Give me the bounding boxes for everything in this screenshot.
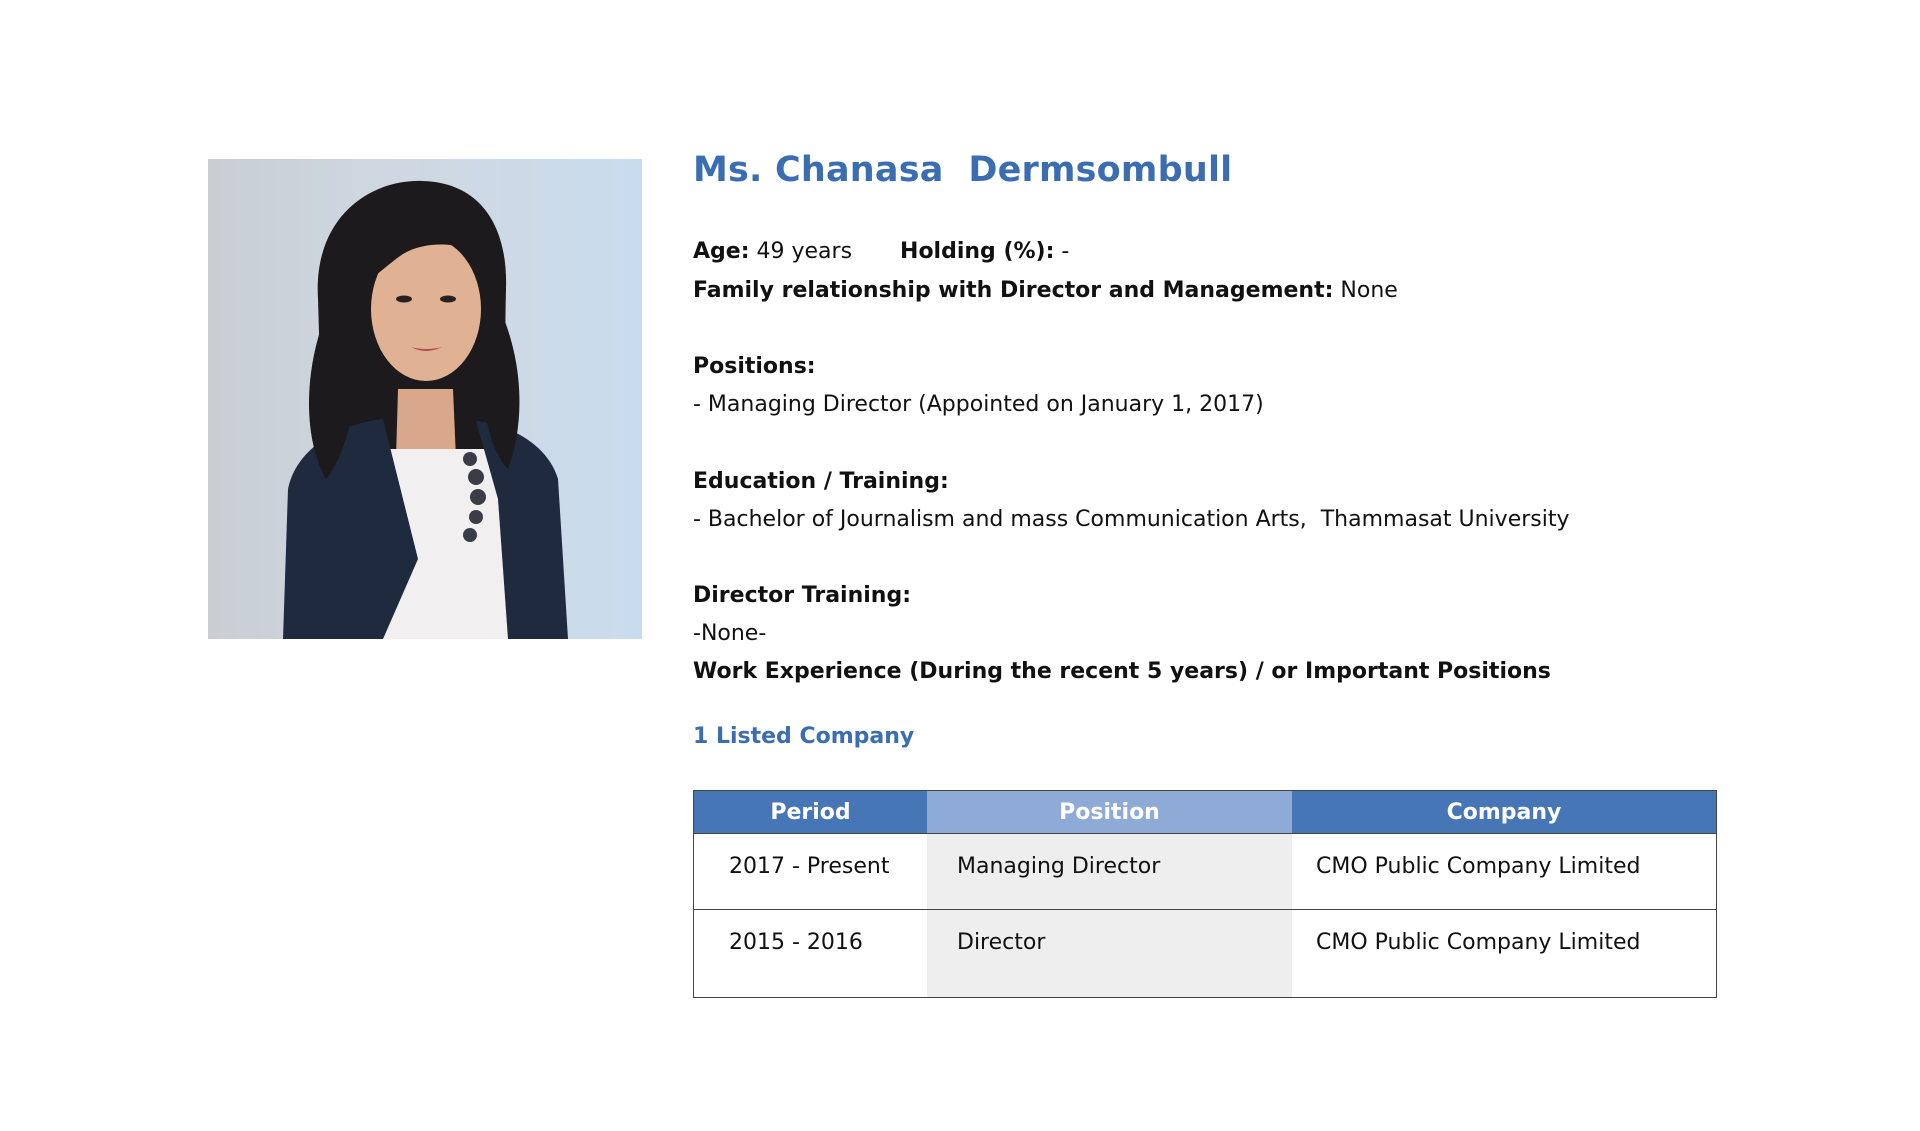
family-relationship-line: [693, 276, 1398, 306]
cell-period: 2015 - 2016: [729, 930, 863, 955]
cell-company: CMO Public Company Limited: [1292, 834, 1717, 910]
education-heading: Education / Training:: [693, 469, 949, 494]
holding-value: -: [1061, 239, 1070, 264]
positions-heading: Positions:: [693, 354, 816, 379]
holding-label: Holding (%):: [900, 239, 1055, 264]
cell-position: Managing Director: [927, 834, 1292, 910]
cell-period: 2017 - Present: [694, 834, 928, 910]
cell-company: CMO Public Company Limited: [1316, 930, 1641, 955]
work-experience-table: [693, 790, 1717, 998]
family-value: None: [1340, 278, 1398, 303]
column-header-company: Company: [1292, 791, 1717, 834]
portrait-illustration: [208, 159, 642, 639]
age-value: 49 years: [756, 239, 853, 264]
director-training-value: -None-: [693, 621, 767, 646]
table-row: [694, 910, 1717, 998]
position-item: - Managing Director (Appointed on January 1, 2017): [693, 392, 1264, 417]
listed-company-title: 1 Listed Company: [693, 724, 915, 749]
work-experience-heading: Work Experience (During the recent 5 years) / or Important Positions: [693, 659, 1551, 684]
family-label: Family relationship with Director and Management:: [693, 278, 1334, 303]
director-training-heading: Director Training:: [693, 583, 911, 608]
table-header-row: [694, 791, 1717, 834]
column-header-position: Position: [927, 791, 1292, 834]
table-row: [694, 834, 1717, 910]
person-name: Ms. Chanasa Dermsombull: [693, 150, 1233, 190]
age-holding-line: [693, 237, 1069, 267]
cell-position: Director: [927, 910, 1292, 998]
profile-photo: [208, 159, 642, 639]
age-label: Age:: [693, 239, 750, 264]
column-header-period: Period: [694, 791, 928, 834]
education-item: - Bachelor of Journalism and mass Communication Arts, Thammasat University: [693, 507, 1570, 532]
